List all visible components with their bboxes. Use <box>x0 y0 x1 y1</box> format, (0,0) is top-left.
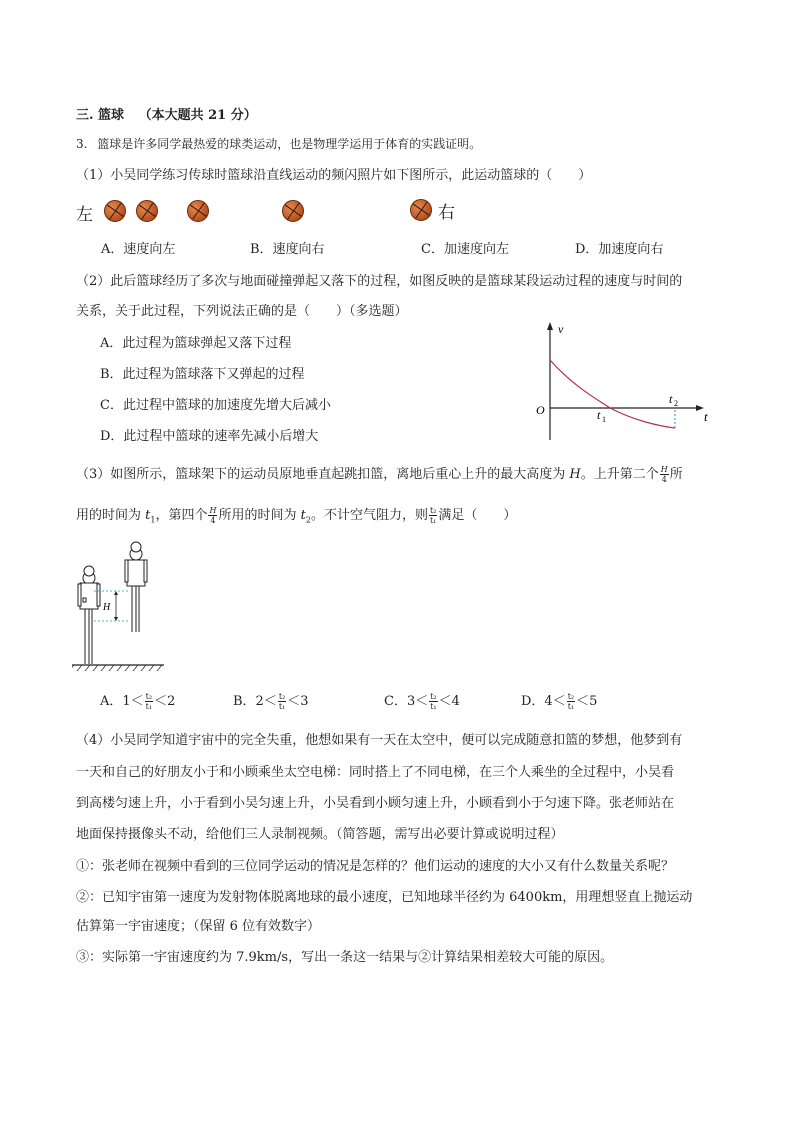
part4-sub1: ①：张老师在视频中看到的三位同学运动的情况是怎样的？他们运动的速度的大小又有什么数量关系呢？ <box>76 859 675 874</box>
part4-sub2-line1: ②：已知宇宙第一速度为发射物体脱离地球的最小速度，已知地球半径约为 6400km，用理想竖直上抛运动 <box>76 890 693 905</box>
t1-subscript: 1 <box>602 415 606 424</box>
basketball-icon <box>136 200 158 222</box>
part1-option-b: B．速度向右 <box>250 242 325 257</box>
jump-dunk-figure <box>72 540 172 672</box>
part4-line3: 到高楼匀速上升，小于看到小吴匀速上升，小吴看到小顾匀速上升，小顾看到小于匀速下降。张老师站在 <box>76 796 675 811</box>
part2-option-d: D．此过程中篮球的速率先减小后增大 <box>100 429 319 444</box>
part4-line1: （4）小吴同学知道宇宙中的完全失重，他想如果有一天在太空中，便可以完成随意扣篮的梦想，他梦到有 <box>76 733 683 748</box>
part2-option-c: C．此过程中篮球的加速度先增大后减小 <box>100 398 331 413</box>
velocity-curve <box>550 360 675 428</box>
part3-option-d: D．4＜ $\frac{\text{t₂}}{\text{t₁}}$ ＜5 <box>521 692 598 711</box>
t1-label: t <box>597 408 601 422</box>
t-axis-arrow <box>696 405 704 411</box>
origin-label: O <box>536 403 545 417</box>
t2-label: t <box>669 392 673 406</box>
part1-option-a: A．速度向左 <box>101 242 176 257</box>
part4-sub3: ③：实际第一宇宙速度约为 7.9km/s，写出一条这一结果与②计算结果相差较大可能的原因。 <box>76 950 614 965</box>
basketball-icon <box>282 200 304 222</box>
v-axis-arrow <box>547 322 553 330</box>
fraction-t2-over-t1: $\frac{\text{t₂}}{\text{t₁}}$ <box>429 506 437 525</box>
question-intro: 3. 篮球是许多同学最热爱的球类运动，也是物理学运用于体育的实践证明。 <box>76 137 482 151</box>
section-title: 三. 篮球 （本大题共 21 分） <box>76 108 257 123</box>
part2-stem-line1: （2）此后篮球经历了多次与地面碰撞弹起又落下的过程，如图反映的是篮球某段运动过程的速度与时间的 <box>76 274 683 289</box>
v-axis-label: v <box>558 322 564 336</box>
t-axis-label: t <box>704 409 708 424</box>
part3-option-c: C．3＜ $\frac{\text{t₂}}{\text{t₁}}$ ＜4 <box>384 692 460 711</box>
part2-option-a: A．此过程为篮球弹起又落下过程 <box>100 336 292 351</box>
t2-subscript: 2 <box>674 399 678 408</box>
fraction-h-over-4: $\frac{H}{4}$ <box>660 465 668 484</box>
part1-option-c: C．加速度向左 <box>421 242 509 257</box>
basketball-icon <box>410 199 432 221</box>
part3-option-a: A．1＜ $\frac{\text{t₂}}{\text{t₁}}$ ＜2 <box>100 692 176 711</box>
height-label: H <box>103 602 111 613</box>
part2-stem-line2: 关系，关于此过程，下列说法正确的是（ ）（多选题） <box>76 304 408 319</box>
velocity-time-graph <box>528 318 718 444</box>
standing-player <box>78 566 100 664</box>
basketball-icon <box>187 200 209 222</box>
basketball-icon <box>104 200 126 222</box>
part3-stem-line2: 用的时间为 $t_1$，第四个 $\frac{H}{4}$ 所用的时间为 $t_2$。不计空气阻力，则 $\frac{\text{t₂}}{\text{t₁}}$ 满足（ ） <box>76 506 517 525</box>
fraction-h-over-4: $\frac{H}{4}$ <box>209 506 217 525</box>
section-note: （本大题共 21 分） <box>138 108 257 123</box>
ground-hatch <box>72 665 162 671</box>
jumping-player <box>125 542 147 632</box>
part4-sub2-line2: 估算第一宇宙速度；（保留 6 位有效数字） <box>76 919 321 934</box>
part1-option-d: D．加速度向右 <box>575 242 664 257</box>
part2-option-b: B．此过程为篮球落下又弹起的过程 <box>100 367 305 382</box>
part3-option-b: B．2＜ $\frac{\text{t₂}}{\text{t₁}}$ ＜3 <box>233 692 309 711</box>
part4-line2: 一天和自己的好朋友小于和小顾乘坐太空电梯：同时搭上了不同电梯，在三个人乘坐的全过程中，小吴看 <box>76 765 675 780</box>
left-label: 左 <box>76 205 93 225</box>
part3-stem-line1: （3）如图所示，篮球架下的运动员原地垂直起跳扣篮，离地后重心上升的最大高度为 H。上升第二个 $\frac{H}{4}$ 所 <box>76 465 683 484</box>
right-label: 右 <box>438 203 455 223</box>
part4-line4: 地面保持摄像头不动，给他们三人录制视频。（简答题，需写出必要计算或说明过程） <box>76 827 564 842</box>
part1-stem: （1）小吴同学练习传球时篮球沿直线运动的频闪照片如下图所示，此运动篮球的（ ） <box>76 168 592 183</box>
